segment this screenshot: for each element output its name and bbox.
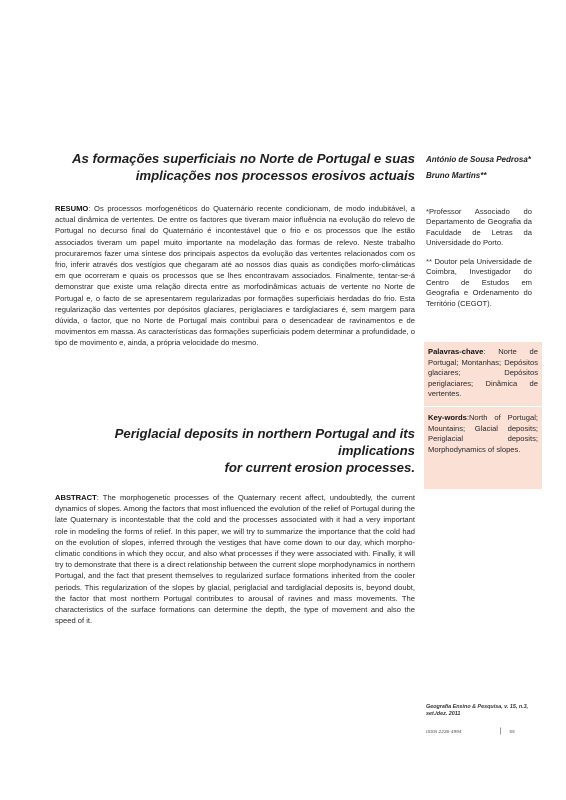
keywords-divider — [424, 406, 542, 407]
title-portuguese — [60, 150, 415, 184]
keywords-portuguese-text: : Norte de Portugal; Montanhas; Depósitos glaciares; Depósitos periglaciares; Dinâmica de vertentes. — [428, 347, 538, 399]
page-footer — [426, 728, 561, 735]
keywords-portuguese-label: Palavras-chave — [428, 347, 484, 356]
journal-citation — [426, 704, 561, 718]
title-english — [60, 425, 415, 476]
resumo-label: RESUMO — [55, 204, 89, 213]
title-portuguese-line: As formações superficiais no Norte de Portugal e suas — [72, 151, 415, 166]
author-name: Bruno Martins** — [426, 171, 487, 180]
keywords-english-label: Key-words — [428, 412, 467, 422]
affiliation-1: *Professor Associado do Departamento de Geografia da Faculdade de Letras da Universidade do Porto. — [426, 207, 532, 248]
title-english-line: Periglacial deposits in northern Portugal and its implications — [114, 426, 415, 458]
journal-citation-line: Geografia Ensino & Pesquisa, v. 15, n.3, — [426, 704, 529, 710]
title-english-line: for current erosion processes. — [224, 460, 415, 475]
keywords-portuguese — [428, 347, 538, 400]
page-number: 55 — [509, 730, 515, 735]
author-list — [426, 152, 561, 184]
abstract-label: ABSTRACT — [55, 493, 97, 502]
resumo-paragraph — [55, 203, 415, 349]
footer-separator: | — [499, 728, 502, 735]
keywords-english-text: :North of Portugal; Mountains; Glacial deposits; Periglacial deposits; Morphodynamics of slopes. — [428, 412, 538, 454]
keywords-box — [424, 342, 542, 489]
abstract-text: : The morphogenetic processes of the Quaternary recent affect, undoubtedly, the current dynamics of slopes. Among the factors that most influenced the evolution of the relief of Portugal during the late Quaternary is incontestable that the cold and the processes associated with it had a very important role in modeling the forms of relief. In this paper, we will try to summarize the importance that the cold had on the evolution of slopes, inferred through the vestiges that have come down to our day, which morpho-climatic conditions in which they occur, and also what processes if they were associated with. Finally, it will try to demonstrate that there is a direct relationship between the current slope morphodynamics in northern Portugal, and the fact that present themselves to regularized surface formations inherited from the cooler periods. This regularization of the slopes by glacial, periglacial and tardiglacial deposits is, beyond doubt, the factor that most northern Portugal contributes to arousal of ravines and mass movements. The characteristics of the surface formations can determine the depth, the type of movement and also the speed of it. — [55, 493, 415, 626]
journal-citation-line: set./dez. 2011 — [426, 710, 461, 717]
affiliation-2: ** Doutor pela Universidade de Coimbra, Investigador do Centro de Estudos em Geografia e Ordenamento do Território (CEGOT). — [426, 257, 532, 308]
resumo-text: : Os processos morfogenéticos do Quaternário recente condicionam, de modo indubitável, a actual dinâmica de vertentes. De entre os factores que tiveram maior influência na evolução do relevo de Portugal no decurso final do Quaternário é incontestável que o frio e os processos que lhe estão associados tiveram um papel muito importante na modelação das formas de relevo. Neste trabalho procuraremos fazer uma síntese dos principais aspectos da evolução das vertentes relacionados com os frio, inferir através dos vestígios que chegaram até ao nossos dias quais as condições morfo-climáticas em que ocorreram e quais os processos que se lhes encontravam associados. Finalmente, tentar-se-á demonstrar que existe uma relação directa entre as morfodinâmicas actuais de vertente no Norte de Portugal e, o facto de se apresentarem regularizadas por formações superficiais herdadas do frio. Esta regularização das vertentes por depósitos glaciares, periglaciares e tardiglaciares é, sem margem para dúvida, o factor, que no Norte de Portugal mais contribui para o desencadear de ravinamentos e de movimentos em massa. As características das formações superficiais podem determinar a profundidade, o tipo de movimento e, ainda, a própria velocidade do mesmo. — [55, 204, 415, 348]
keywords-english — [428, 413, 538, 455]
author-name: António de Sousa Pedrosa* — [426, 155, 531, 164]
abstract-paragraph — [55, 492, 415, 626]
issn-label: ISSN 2236-4994 — [426, 730, 462, 735]
title-portuguese-line: implicações nos processos erosivos actuais — [135, 168, 415, 183]
